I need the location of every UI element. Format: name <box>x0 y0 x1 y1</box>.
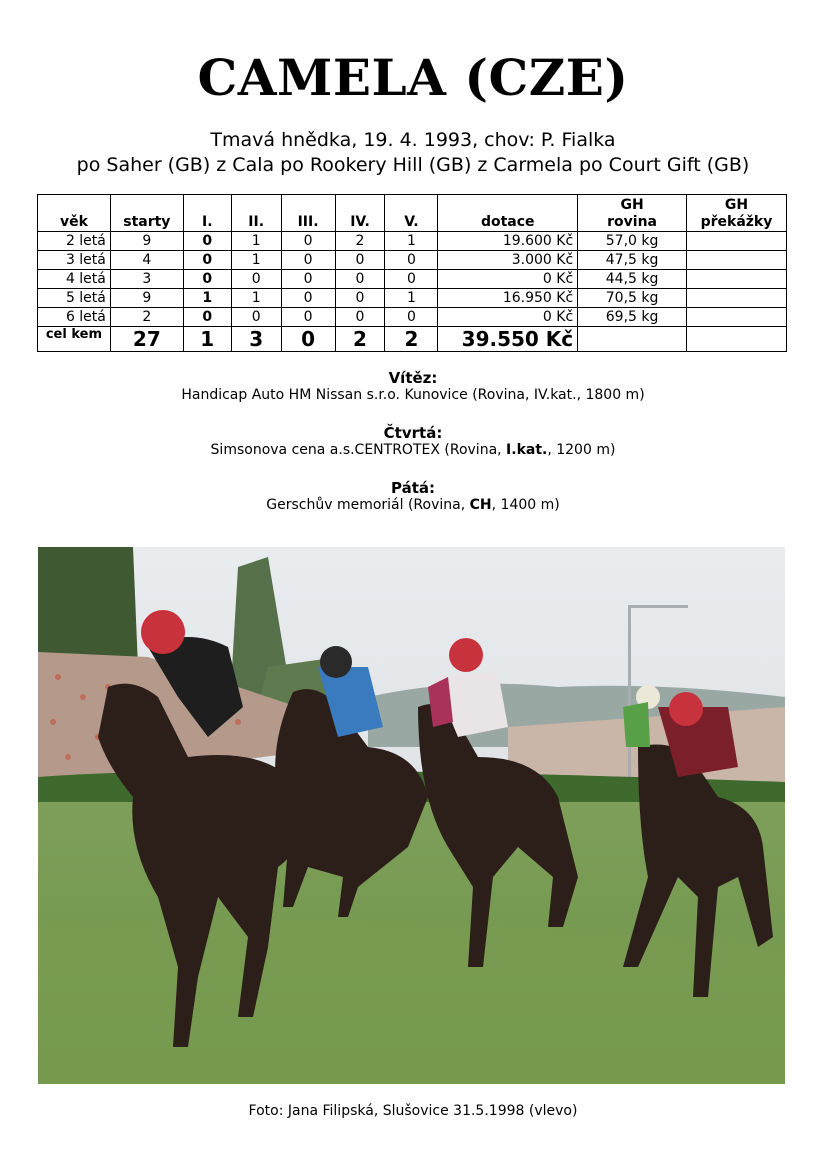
fourth-race-pre: Simsonova cena a.s.CENTROTEX (Rovina, <box>210 442 507 458</box>
header-fourth: IV. <box>335 195 385 232</box>
fourth-heading: Čtvrtá: <box>383 424 443 442</box>
cell-second: 0 <box>231 270 281 289</box>
cell-first: 1 <box>183 289 231 308</box>
total-third: 0 <box>281 327 335 352</box>
cell-fourth: 2 <box>335 232 385 251</box>
horse-description: Tmavá hnědka, 19. 4. 1993, chov: P. Fialka <box>210 129 616 151</box>
table-row <box>38 308 787 327</box>
career-stats-table <box>37 194 787 352</box>
total-starty: 27 <box>110 327 183 352</box>
cell-vek: 4 letá <box>38 270 111 289</box>
cell-first: 0 <box>183 308 231 327</box>
fourth-race-post: , 1200 m) <box>547 442 616 458</box>
cell-first: 0 <box>183 232 231 251</box>
header-gh-rovina-line1: GH <box>620 197 644 213</box>
winner-section <box>0 369 826 403</box>
total-second: 3 <box>231 327 281 352</box>
table-row <box>38 289 787 308</box>
cell-third: 0 <box>281 308 335 327</box>
cell-gh-prekazky <box>686 270 786 289</box>
cell-fifth: 1 <box>385 232 438 251</box>
cell-second: 0 <box>231 308 281 327</box>
header-dotace: dotace <box>438 195 578 232</box>
header-gh-prekazky <box>686 195 786 232</box>
cell-second: 1 <box>231 251 281 270</box>
cell-starty: 2 <box>110 308 183 327</box>
cell-dotace: 16.950 Kč <box>438 289 578 308</box>
cell-third: 0 <box>281 232 335 251</box>
cell-gh-prekazky <box>686 308 786 327</box>
cell-starty: 9 <box>110 232 183 251</box>
photo-caption: Foto: Jana Filipská, Slušovice 31.5.1998 (vlevo) <box>248 1103 578 1119</box>
cell-gh-rovina: 57,0 kg <box>578 232 687 251</box>
cell-starty: 4 <box>110 251 183 270</box>
header-starty: starty <box>110 195 183 232</box>
cell-vek: 5 letá <box>38 289 111 308</box>
cell-gh-rovina: 47,5 kg <box>578 251 687 270</box>
winner-race: Handicap Auto HM Nissan s.r.o. Kunovice (Rovina, IV.kat., 1800 m) <box>181 387 645 403</box>
table-row <box>38 270 787 289</box>
total-first: 1 <box>183 327 231 352</box>
cell-dotace: 19.600 Kč <box>438 232 578 251</box>
cell-third: 0 <box>281 270 335 289</box>
cell-vek: 3 letá <box>38 251 111 270</box>
cell-third: 0 <box>281 289 335 308</box>
cell-dotace: 3.000 Kč <box>438 251 578 270</box>
total-fifth: 2 <box>385 327 438 352</box>
table-header-row <box>38 195 787 232</box>
header-vek: věk <box>38 195 111 232</box>
fourth-section <box>0 424 826 458</box>
cell-gh-rovina: 44,5 kg <box>578 270 687 289</box>
fifth-race-pre: Gerschův memoriál (Rovina, <box>266 497 470 513</box>
cell-first: 0 <box>183 270 231 289</box>
cell-dotace: 0 Kč <box>438 308 578 327</box>
cell-dotace: 0 Kč <box>438 270 578 289</box>
header-gh-rovina <box>578 195 687 232</box>
cell-starty: 3 <box>110 270 183 289</box>
race-photo <box>38 547 785 1084</box>
cell-first: 0 <box>183 251 231 270</box>
cell-vek: 2 letá <box>38 232 111 251</box>
fifth-race-category: CH <box>469 497 492 513</box>
cell-second: 1 <box>231 232 281 251</box>
header-third: III. <box>281 195 335 232</box>
fifth-heading: Pátá: <box>390 479 435 497</box>
cell-third: 0 <box>281 251 335 270</box>
cell-fifth: 0 <box>385 308 438 327</box>
cell-fourth: 0 <box>335 251 385 270</box>
cell-starty: 9 <box>110 289 183 308</box>
cell-vek: 6 letá <box>38 308 111 327</box>
cell-fourth: 0 <box>335 308 385 327</box>
total-gh-rovina <box>578 327 687 352</box>
total-gh-prekazky <box>686 327 786 352</box>
cell-second: 1 <box>231 289 281 308</box>
fourth-race-category: I.kat. <box>506 442 548 458</box>
cell-gh-prekazky <box>686 289 786 308</box>
total-fourth: 2 <box>335 327 385 352</box>
horse-pedigree: po Saher (GB) z Cala po Rookery Hill (GB) z Carmela po Court Gift (GB) <box>76 154 750 176</box>
header-gh-prekazky-line2: překážky <box>700 214 773 230</box>
table-row <box>38 232 787 251</box>
fifth-race-post: , 1400 m) <box>491 497 560 513</box>
cell-gh-rovina: 70,5 kg <box>578 289 687 308</box>
total-label: cel kem <box>38 327 111 352</box>
winner-heading: Vítěz: <box>388 369 438 387</box>
header-fifth: V. <box>385 195 438 232</box>
cell-fourth: 0 <box>335 289 385 308</box>
header-gh-rovina-line2: rovina <box>607 214 657 230</box>
header-second: II. <box>231 195 281 232</box>
page-title: CAMELA (CZE) <box>197 48 629 107</box>
cell-fourth: 0 <box>335 270 385 289</box>
cell-fifth: 0 <box>385 270 438 289</box>
cell-gh-prekazky <box>686 232 786 251</box>
cell-gh-prekazky <box>686 251 786 270</box>
header-gh-prekazky-line1: GH <box>724 197 749 213</box>
total-dotace: 39.550 Kč <box>438 327 578 352</box>
fifth-section <box>0 479 826 513</box>
table-row <box>38 251 787 270</box>
table-total-row <box>38 327 787 352</box>
cell-fifth: 0 <box>385 251 438 270</box>
cell-fifth: 1 <box>385 289 438 308</box>
cell-gh-rovina: 69,5 kg <box>578 308 687 327</box>
header-first: I. <box>183 195 231 232</box>
